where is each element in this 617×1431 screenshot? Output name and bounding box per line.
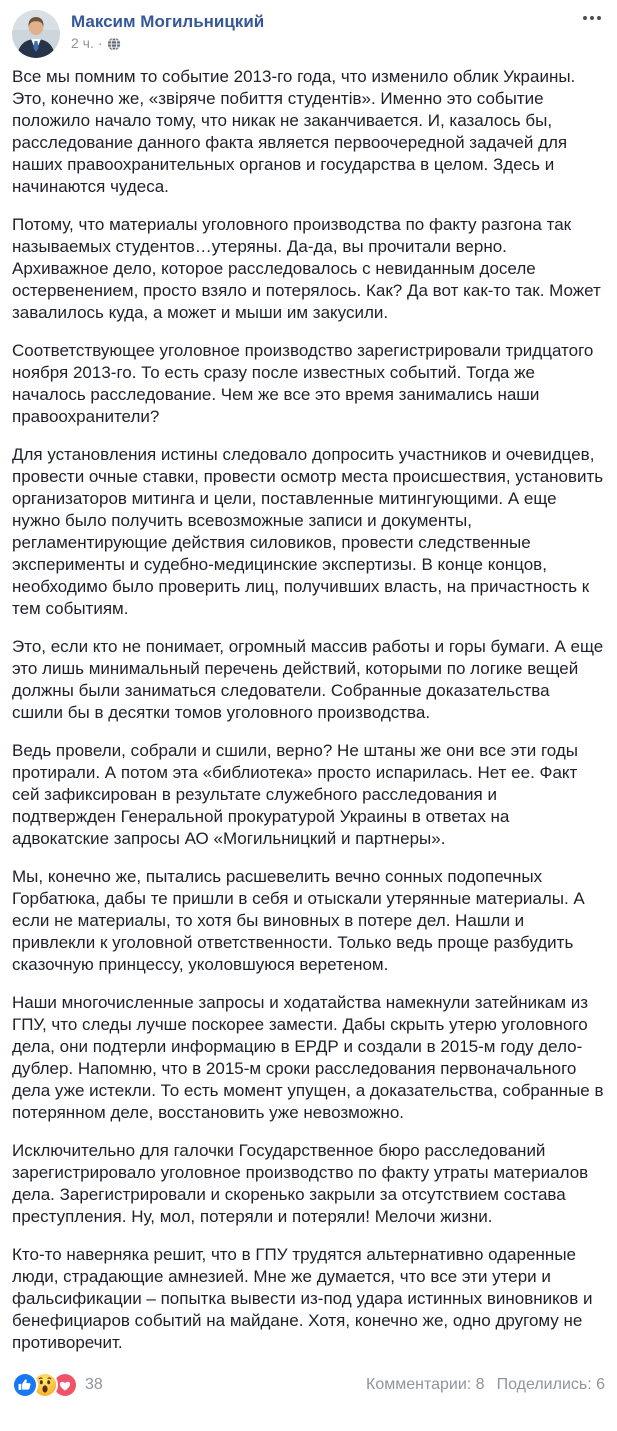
ellipsis-menu-button[interactable]	[581, 10, 603, 26]
post-paragraph: Это, если кто не понимает, огромный массив работы и горы бумаги. А еще это лишь минимальный перечень действий, которыми по логике вещей должны были заниматься следователи. Собранные доказательства сшили бы в десятки томов уголовного производства.	[12, 637, 604, 722]
reaction-count[interactable]: 38	[85, 1376, 103, 1393]
post-paragraph: Ведь провели, собрали и сшили, верно? Не штаны же они все эти годы протирали. А потом эта «библиотека» просто испарилась. Нет ее. Факт сей зафиксирован в результате служебного расследования и подтвержден Генеральной прокуратурой Украины в ответах на адвокатские запросы АО «Могильницкий и партнеры».	[12, 741, 578, 848]
post-paragraph: Мы, конечно же, пытались расшевелить вечно сонных подопечных Горбатюка, дабы те пришли в себя и отыскали утерянные материалы. А если не материалы, то хотя бы виновных в потере дел. Нашли и привлекли к уголовной ответственности. Только ведь проще разбудить сказочную принцессу, уколовшуюся веретеном.	[12, 867, 585, 974]
post-paragraph: Соответствующее уголовное производство зарегистрировали тридцатого ноября 2013-го. То есть сразу после известных событий. Тогда же началось расследование. Чем же все это время занимались наши правоохранители?	[12, 341, 594, 426]
avatar[interactable]	[12, 10, 60, 58]
post-body-text	[0, 62, 617, 1354]
globe-icon	[107, 36, 121, 51]
post-paragraph: Все мы помним то событие 2013-го года, что изменило облик Украины. Это, конечно же, «звіряче побиття студентів». Именно это событие положило начало тому, что никак не заканчивается. И, казалось бы, расследование данного факта является первоочередной задачей для наших правоохранительных органов и государства в целом. Здесь и начинаются чудеса.	[12, 67, 576, 196]
engagement-counts	[366, 1376, 605, 1394]
post-paragraph: Исключительно для галочки Государственное бюро расследований зарегистрировало уголовное производство по факту утраты материалов дела. Зарегистрировали и скоренько закрыли за отсутствием состава преступления. Ну, мол, потеряли и потеряли! Мелочи жизни.	[12, 1141, 589, 1226]
comments-count[interactable]: Комментарии: 8	[366, 1376, 485, 1393]
post-paragraph: Для установления истины следовало допросить участников и очевидцев, провести очные ставки, провести осмотр места происшествия, установить организаторов митинга и цели, поставленные митингующими. А еще нужно было получить всевозможные записи и документы, регламентирующие действия силовиков, провести следственные эксперименты и судебно-медицинские экспертизы. В конце концов, необходимо было проверить лиц, получивших власть, на причастность к тем событиям.	[12, 445, 604, 618]
shares-count[interactable]: Поделились: 6	[496, 1376, 605, 1393]
post-paragraph: Кто-то наверняка решит, что в ГПУ трудятся альтернативно одаренные люди, страдающие амнезией. Мне же думается, что все эти утери и фальсификации – попытка вывести из-под удара истинных виновников и бенефициаров событий на майдане. Хотя, конечно же, одно другому не противоречит.	[12, 1245, 593, 1352]
reaction-summary[interactable]	[12, 1372, 103, 1398]
ellipsis-icon	[590, 16, 594, 20]
like-icon[interactable]	[12, 1372, 38, 1398]
profile-photo	[12, 10, 60, 58]
meta-separator: ·	[97, 35, 103, 51]
author-name-link[interactable]: Максим Могильницкий	[71, 12, 265, 31]
post-header	[0, 0, 617, 62]
post-paragraph: Потому, что материалы уголовного производства по факту разгона так называемых студентов…утеряны. Да-да, вы прочитали верно. Архиважное дело, которое расследовалось с невиданным доселе остервенением, просто взяло и потерялось. Как? Да вот как-то так. Может завалилось куда, а может и мыши им закусили.	[12, 215, 601, 322]
ellipsis-icon	[597, 16, 601, 20]
post-meta	[71, 35, 264, 51]
post-paragraph: Наши многочисленные запросы и ходатайства намекнули затейникам из ГПУ, что следы лучше поскорее замести. Дабы скрыть утерю уголовного дела, они подтерли информацию в ЕРДР и создали в 2015-м году дело-дублер. Напомню, что в 2015-м сроки расследования первоначального дела уже истекли. То есть момент упущен, а доказательства, собранные в потерянном деле, восстановить уже невозможно.	[12, 993, 604, 1122]
header-info	[71, 10, 264, 51]
ellipsis-icon	[583, 16, 587, 20]
timestamp[interactable]: 2 ч.	[71, 35, 94, 51]
post-footer	[0, 1370, 617, 1412]
